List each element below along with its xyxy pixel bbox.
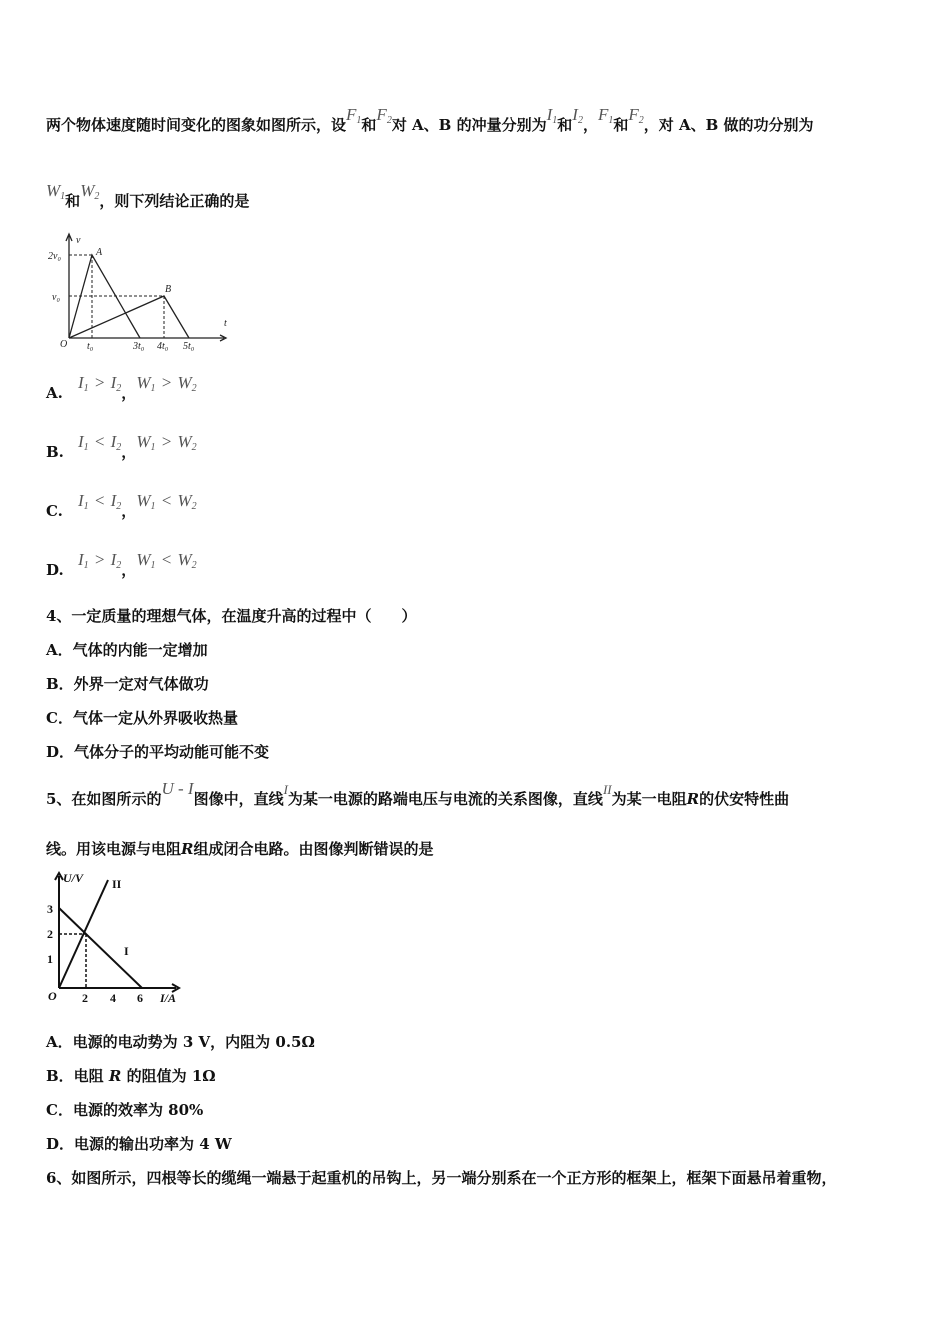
line-i-label: I <box>124 944 129 958</box>
i-tick-2: 2 <box>82 991 88 1003</box>
line-ii-label: II <box>112 877 122 891</box>
t-axis-label: t <box>224 318 227 329</box>
q6-stem: 6、如图所示，四根等长的缆绳一端悬于起重机的吊钩上，另一端分别系在一个正方形的框架上，框架下面悬吊着重物， <box>46 1169 837 1187</box>
line-b <box>69 296 189 338</box>
option-b-math: $I_1 < I_2$ <box>78 432 122 453</box>
x-tick-3t0: 3t₀ <box>133 341 145 352</box>
i-tick-4: 4 <box>110 991 116 1003</box>
q4-stem: 4、一定质量的理想气体，在温度升高的过程中（ ） <box>46 607 417 625</box>
u-tick-2: 2 <box>47 927 53 941</box>
i-tick-6: 6 <box>137 991 143 1003</box>
f2-symbol: $F_2$ <box>376 105 392 126</box>
q3-option-d[interactable]: $D.I_1 > I_2$，$W_1 < W_2$ <box>46 550 197 579</box>
x-tick-t0: t₀ <box>87 341 94 352</box>
x-tick-4t0: 4t₀ <box>157 341 169 352</box>
q3-option-c[interactable]: $C.I_1 < I_2$，$W_1 < W_2$ <box>46 491 197 520</box>
q3-option-a[interactable]: $A.I_1 > I_2$，$W_1 > W_2$ <box>46 373 197 402</box>
q5-option-c[interactable]: C．电源的效率为 80% <box>46 1101 204 1119</box>
f2-symbol-2: $F_2$ <box>628 105 644 126</box>
q5-stem-line2: 线。用该电源与电阻R组成闭合电路。由图像判断错误的是 <box>46 840 434 858</box>
u-tick-1: 1 <box>47 952 53 966</box>
v-axis-label: v <box>76 235 81 246</box>
q5-stem-line1: 5、在如图所示的U - I图像中，直线I为某一电源的路端电压与电流的关系图像，直线II为某一电阻R的伏安特性曲 <box>46 779 790 808</box>
option-c-math: $I_1 < I_2$ <box>78 491 122 512</box>
i-axis-label: I/A <box>160 991 177 1003</box>
y-tick-2v0: 2v₀ <box>48 251 61 262</box>
u-i-graph <box>44 868 194 1003</box>
velocity-time-graph <box>44 230 234 352</box>
point-b-label: B <box>165 284 172 295</box>
option-a-math: $I_1 > I_2$ <box>78 373 122 394</box>
f1-symbol-2: $F_1$ <box>597 105 614 126</box>
w1-symbol: $W_1$ <box>46 181 66 202</box>
q4-option-a[interactable]: A．气体的内能一定增加 <box>46 641 208 659</box>
q5-option-d[interactable]: D．电源的输出功率为 4 W <box>46 1135 232 1153</box>
x-tick-5t0: 5t₀ <box>183 341 195 352</box>
origin-label: O <box>48 989 57 1003</box>
y-tick-v0: v₀ <box>52 292 60 303</box>
point-a-label: A <box>96 247 103 258</box>
q4-option-c[interactable]: C．气体一定从外界吸收热量 <box>46 709 238 727</box>
i2-symbol: $I_2$ <box>572 105 583 126</box>
q3-stem-line1: 两个物体速度随时间变化的图象如图所示，设$F_1$和$F_2$对 A、B 的冲量分别为$I_1$和$I_2$，$F_1$和$F_2$，对 A、B 做的功分别为 <box>46 105 814 134</box>
line-i <box>59 908 142 988</box>
q3-option-b[interactable]: $B.I_1 < I_2$，$W_1 > W_2$ <box>46 432 197 461</box>
f1-symbol: $F_1$ <box>346 105 362 126</box>
i1-symbol: $I_1$ <box>546 105 558 126</box>
origin-label: O <box>60 339 68 350</box>
q4-option-d[interactable]: D．气体分子的平均动能可能不变 <box>46 743 270 761</box>
option-d-math: $I_1 > I_2$ <box>78 550 122 571</box>
roman-one-symbol: I <box>283 782 288 797</box>
ui-symbol: U - I <box>161 779 194 798</box>
q5-option-b[interactable]: B．电阻 R 的阻值为 1Ω <box>46 1067 216 1085</box>
q3-stem-line2: $W_1$和$W_2$，则下列结论正确的是 <box>46 181 250 210</box>
q5-option-a[interactable]: A．电源的电动势为 3 V，内阻为 0.5Ω <box>46 1033 315 1051</box>
u-tick-3: 3 <box>47 902 53 916</box>
roman-two-symbol: II <box>602 782 612 797</box>
w2-symbol: $W_2$ <box>80 181 100 202</box>
q4-option-b[interactable]: B．外界一定对气体做功 <box>46 675 209 693</box>
u-axis-label: U/V <box>63 871 84 885</box>
